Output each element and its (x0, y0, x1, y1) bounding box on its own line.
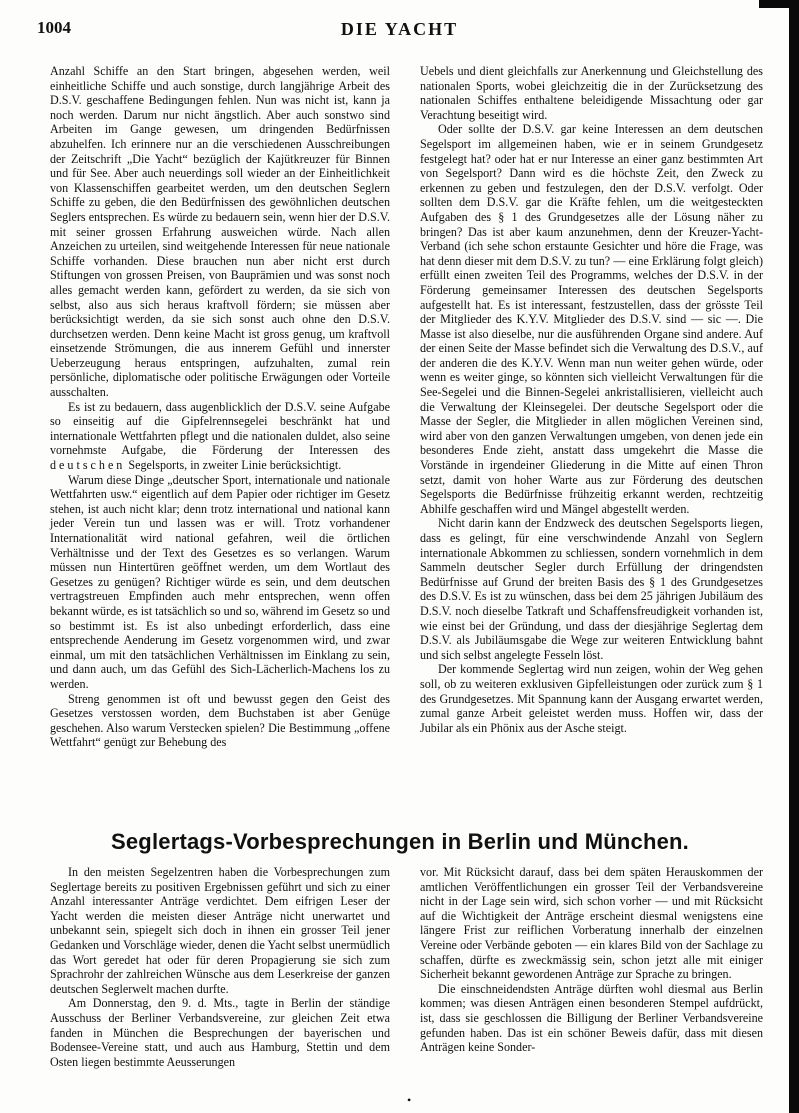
section-heading: Seglertags-Vorbesprechungen in Berlin und München. (111, 829, 689, 854)
paragraph: Die einschneidendsten Anträge dürften wohl diesmal aus Berlin kommen; was diesen Anträgen einen besonderen Stempel aufdrückt, ist, dass sie geschlossen die Billigung der Berliner Verbandsvereine gefunden haben. Das ist ein schöner Beweis dafür, dass mit diesen Anträgen keine Sonder- (420, 981, 763, 1055)
section-column-right (420, 865, 763, 1055)
paragraph: Der kommende Seglertag wird nun zeigen, wohin der Weg gehen soll, ob zu weiteren exklusiven Gipfelleistungen oder zurück zum § 1 des Grundgesetzes. Mit Spannung kann der Ausgang erwartet werden, zumal ganze Arbeit geleistet werden muss. Hoffen wir, dass der Jubilar als ein Phönix aus der Asche steigt. (420, 662, 763, 735)
section-column-left (50, 865, 390, 1069)
paragraph: Am Donnerstag, den 9. d. Mts., tagte in Berlin der ständige Ausschuss der Berliner Verbandsvereine, zur gleichen Zeit etwa fanden in München die Besprechungen der bayerischen und Bodensee-Vereine statt, und auch aus Hamburg, Stettin und dem Osten liegen bestimmte Aeusserungen (50, 996, 390, 1069)
article-column-right (420, 64, 763, 735)
paragraph: Warum diese Dinge „deutscher Sport, internationale und nationale Wettfahrten usw.“ eigentlich auf dem Papier oder richtiger im Gesetz stehen, ist auch nicht klar; denn trotz international und national kann jeder Verein tun und lassen was er will. Trotz vorhandener Internationalität wird national gefahren, weil die örtlichen Verhältnisse und der Text des Gesetzes es so verlangen. Warum müssen nun Hintertüren geöffnet werden, um dem Wortlaut des Gesetzes zu genügen? Richtiger würde es sein, und dem deutschen vertragstreuen Empfinden auch mehr entsprechen, wenn offen bekannt würde, es ist tatsächlich so und so, während im Gesetz so und so bestimmt ist. Es ist also unbedingt erforderlich, dass eine entsprechende Aenderung im Gesetz vorgenommen wird, und zwar einmal, um mit den tatsächlichen Verhältnissen im Einklang zu sein, und dann auch, um das Gefühl des Sich-Lächerlich-Machens los zu werden. (50, 472, 390, 691)
paragraph: Anzahl Schiffe an den Start bringen, abgesehen werden, weil einheitliche Schiffe und auch sonstige, durch langjährige Arbeit des D.S.V. geschaffene Bedingungen fehlen. Nun was nicht ist, kann ja noch werden. Darum nur nicht ängstlich. Aber auch sonstwo sind Arbeiten im Gange gewesen, um dringenden Bedürfnissen abzuhelfen. Ich erinnere nur an die verschiedenen Ausschreibungen der Zeitschrift „Die Yacht“ bezüglich der Kajütkreuzer für Binnen und für See. Aber auch neuerdings soll wieder an der Einheitlichkeit von Klassenschiffen gearbeitet werden, um den deutschen Seglern Schiffe zu geben, die den Bedürfnissen des gewöhnlichen deutschen Seglers entsprechen. Es würde zu bedauern sein, wenn hier der D.S.V. mit seiner grossen Erfahrung ausweichen würde. Nach allen Anzeichen zu urteilen, sind weitgehende Interessen für neue nationale Schiffe vorhanden. Diese brauchen nun aber nicht erst durch Stiftungen von grossen Preisen, von Bauprämien und was sonst noch alles gemacht werden kann, gefördert zu werden, da sie sich von selbst, also aus sich heraus kraftvoll fördern; sie müssen aber berücksichtigt werden, da sie sich sonst auch ohne den D.S.V. durchsetzen werden. Denn keine Macht ist gross genug, um kraftvoll einsetzende Strömungen, die aus innerem Gefühl und innerster Ueberzeugung heraus entspringen, aufzuhalten, zumal rein persönliche, diplomatische oder politische Erwägungen oder Vorteile ausschalten. (50, 64, 390, 400)
paragraph: Streng genommen ist oft und bewusst gegen den Geist des Gesetzes verstossen worden, dem Buchstaben ist aber Genüge geschehen. Also warum Verstecken spielen? Die Bestimmung „offene Wettfahrt“ genügt zur Behebung des (50, 691, 390, 750)
paragraph: In den meisten Segelzentren haben die Vorbesprechungen zum Seglertage bereits zu positiven Ergebnissen geführt und sich zu einer Anzahl interessanter Anträge verdichtet. Dem eifrigen Leser der Yacht werden die meisten dieser Anträge nicht unerwartet und unbekannt sein, spiegelt sich doch in ihnen ein grosser Teil jener Gedanken und Vorschläge wieder, denen die Yacht selbst unermüdlich das Wort geredet hat oder für deren Propagierung sie sich zum Sprachrohr der zahlreichen Wünsche aus dem Leserkreise der ganzen deutschen Seglerwelt machen durfte. (50, 865, 390, 996)
paragraph-text: Segelsports, in zweiter Linie berücksichtigt. (128, 458, 342, 473)
paragraph: Uebels und dient gleichfalls zur Anerkennung und Gleichstellung des nationalen Sports, wobei gleichzeitig die in der Zurücksetzung des nationalen Schiffes enthaltene beleidigende Missachtung oder gar Verachtung beseitigt wird. (420, 64, 763, 122)
paragraph (50, 400, 390, 473)
running-head: DIE YACHT (340, 19, 459, 39)
paragraph: Nicht darin kann der Endzweck des deutschen Segelsports liegen, dass es gelingt, für eine verschwindende Anzahl von Seglern internationale Abkommen zu schliessen, sondern vornehmlich in dem Sammeln deutscher Segler durch Erfüllung der dringendsten Bedürfnisse auf Grund der breiten Basis des § 1 des Grundgesetzes des D.S.V. Es ist zu wünschen, dass bei dem 25 jährigen Jubiläum des D.S.V. noch dieselbe Tatkraft und Schaffensfreudigkeit vorhanden ist, wie einst bei der Gründung, und dass der diesjährige Seglertag dem D.S.V. als Jubiläumsgabe die Wege zur weiteren Entwicklung bahnt und sich selbst angelegte Fesseln löst. (420, 516, 763, 662)
spaced-emphasis: deutschen (50, 458, 126, 473)
footer-mark: • (407, 1093, 412, 1107)
scan-border-top (759, 0, 799, 8)
scan-border (789, 0, 799, 1113)
page-number: 1004 (37, 18, 71, 37)
paragraph: Oder sollte der D.S.V. gar keine Interessen an dem deutschen Segelsport im allgemeinen haben, wie er in seinem Grundgesetz festgelegt hat? oder hat er nur Interesse an einer ganz bestimmten Art von Segelsport? Dann wird es die höchste Zeit, den Zweck zu erkennen zu geben und festzulegen, den der D.S.V. verfolgt. Oder sollten dem D.S.V. gar die Kräfte fehlen, um die weitgesteckten Aufgaben des § 1 des Grundgesetzes alle der Lösung näher zu bringen? Das ist aber kaum anzunehmen, denn der Kreuzer-Yacht-Verband (ich sehe schon erstaunte Gesichter und höre die Frage, was hat denn dieser mit dem D.S.V. zu tun? — eine Erklärung folgt gleich) erfüllt einen zweiten Teil des Programms, welches der D.S.V. in der Förderung gemeinsamer Interessen des deutschen Segelsports aufgestellt hat. Es ist interessant, festzustellen, dass der grösste Teil der Mitglieder des K.Y.V. Mitglieder des D.S.V. sind — sic —. Die Masse ist also dieselbe, nur die ausführenden Organe sind andere. Auf der einen Seite der Masse befindet sich die Verwaltung des D.S.V., auf der anderen die des K.Y.V. Wenn man nun weiter gehen würde, oder wenn es weiter ginge, so könnten sich vielleicht Verwaltungen für die See-Segelei und die Binnen-Segelei ankristallisieren, vielleicht auch die Verwaltung der Kleinsegelei. Der deutsche Segelsport oder die Masse der Segler, die Mitglieder in allen möglichen Vereinen sind, wird aber von den ganzen Verwaltungen umgeben, von denen jede ein besonderes Ende zieht, anstatt dass umgekehrt die Masse die Vorstände in irgendeiner Gliederung in die Mitte auf einen Thron setzt, damit von hoher Warte aus zur Förderung des deutschen Segelsports die Bedürfnisse frühzeitig erkannt werden, rechtzeitig Abhilfe geschaffen wird und Mängel abgestellt werden. (420, 122, 763, 516)
paragraph-text: Es ist zu bedauern, dass augenblicklich der D.S.V. seine Aufgabe so einseitig auf die Gipfelrennsegelei beschränkt hat und internationale Wettfahrten pflegt und die nationalen duldet, also seine vornehmste Aufgabe, die Förderung der Interessen des (50, 399, 390, 458)
paragraph: vor. Mit Rücksicht darauf, dass bei dem späten Herauskommen der amtlichen Veröffentlichungen ein grosser Teil der Verbandsvereine nicht in der Lage sein wird, sich schon vorher — und mit Rücksicht auf die Wichtigkeit der Anträge erscheint diesmal wenigstens eine längere Frist zur reiflichen Vorberatung innerhalb der einzelnen Vereine oder Verbände geboten — ein klares Bild von der Sachlage zu schaffen, dürfte es zweckmässig sein, schon jetzt alle mit einiger Sicherheit bekannt gewordenen Anträge zur Sprache zu bringen. (420, 865, 763, 982)
article-column-left (50, 64, 390, 750)
